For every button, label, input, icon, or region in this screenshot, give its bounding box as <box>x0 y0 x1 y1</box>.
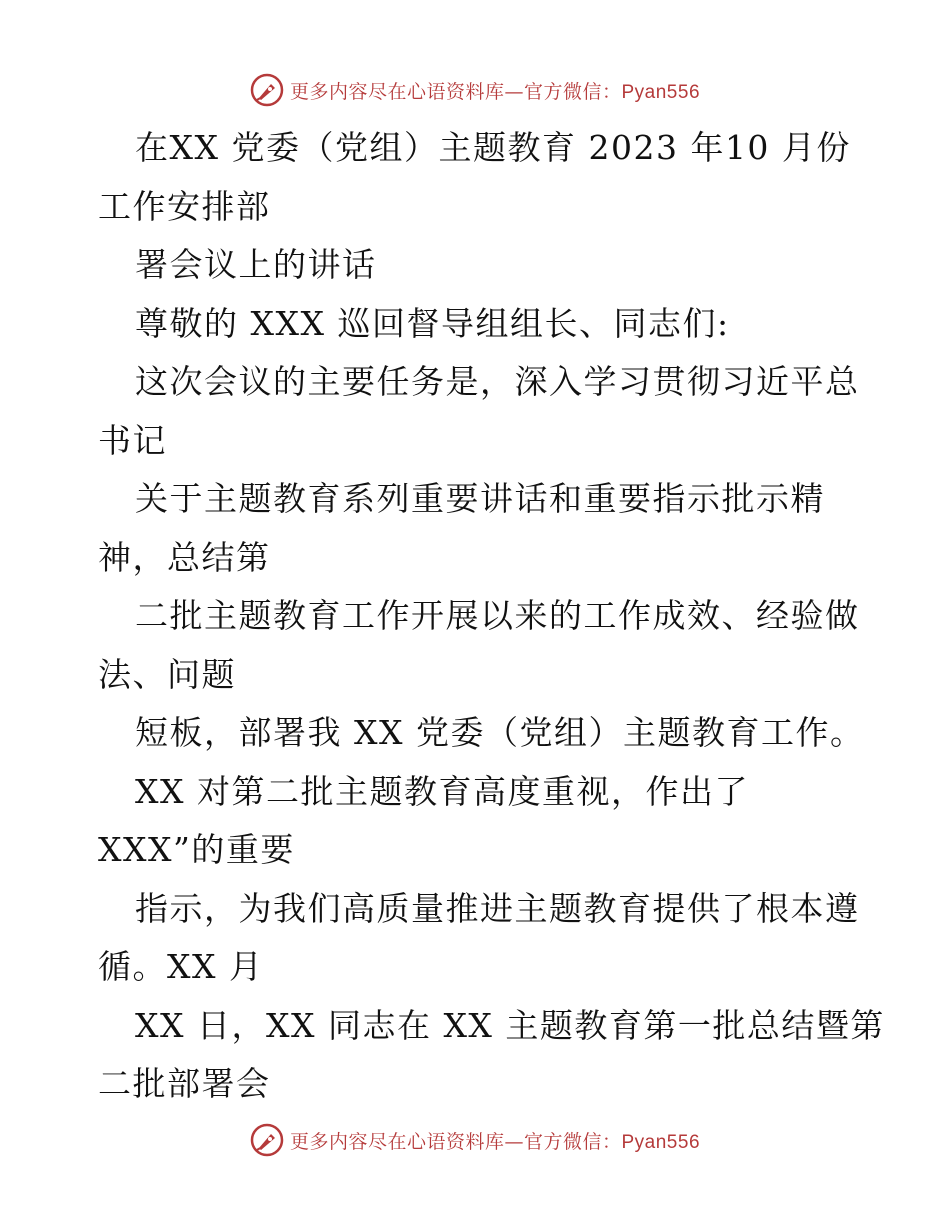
pen-nib-logo-icon <box>250 1123 284 1157</box>
text-line: 关于主题教育系列重要讲话和重要指示批示精 <box>135 479 825 518</box>
text-line: 这次会议的主要任务是，深入学习贯彻习近平总 <box>135 362 860 401</box>
document-body <box>98 119 885 1114</box>
watermark-text: 更多内容尽在心语资料库—官方微信：Pyan556 <box>289 80 701 103</box>
text-line: 书记 <box>98 420 167 460</box>
header-watermark <box>0 70 950 110</box>
text-line: 短板，部署我 XX 党委（党组）主题教育工作。 <box>135 713 865 752</box>
text-line: 二批主题教育工作开展以来的工作成效、经验做 <box>135 596 860 635</box>
text-line: XX 日，XX 同志在 XX 主题教育第一批总结暨第 <box>135 1005 885 1045</box>
pen-nib-logo-icon <box>250 73 284 107</box>
watermark-account: Pyan556 <box>621 81 701 103</box>
text-line: 循。XX 月 <box>98 947 264 986</box>
text-line: 在XX 党委（党组）主题教育 2023 年10 月份 <box>135 128 851 167</box>
text-line: 二批部署会 <box>98 1064 271 1103</box>
text-line: XX 对第二批主题教育高度重视，作出了 <box>135 771 749 811</box>
text-line: 法、问题 <box>98 654 236 694</box>
watermark-account: Pyan556 <box>621 1131 701 1153</box>
watermark-text: 更多内容尽在心语资料库—官方微信：Pyan556 <box>289 1130 701 1153</box>
text-line: 署会议上的讲话 <box>135 245 377 284</box>
text-line: XXX”的重要 <box>98 830 295 869</box>
footer-watermark <box>0 1120 950 1160</box>
text-line: 尊敬的 XXX 巡回督导组组长、同志们: <box>135 303 730 343</box>
text-line: 指示，为我们高质量推进主题教育提供了根本遵 <box>135 888 860 928</box>
text-line: 工作安排部 <box>98 186 271 226</box>
text-line: 神，总结第 <box>98 537 271 577</box>
